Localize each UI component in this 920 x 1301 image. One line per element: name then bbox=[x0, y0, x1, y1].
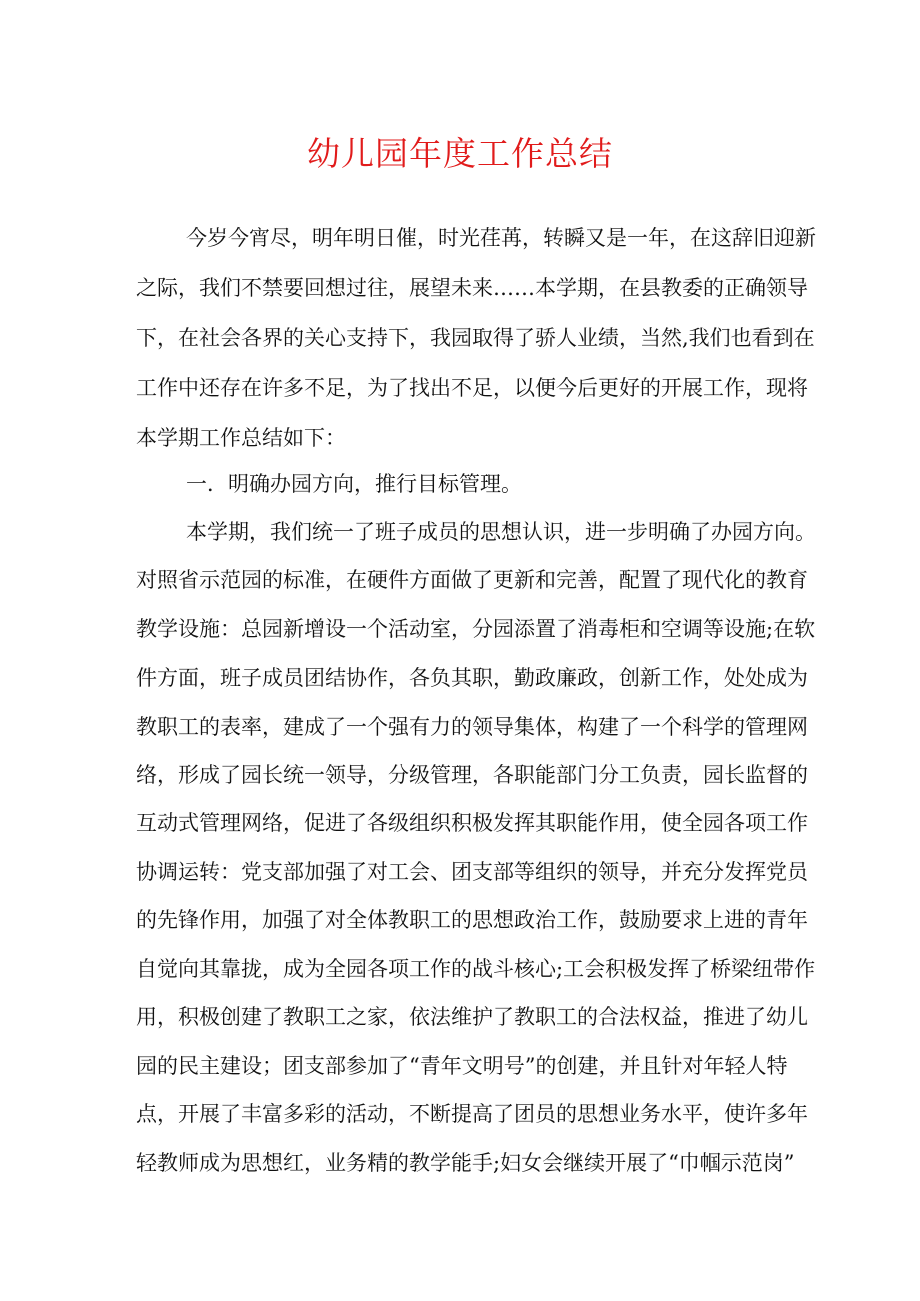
paragraph-2-line-14: 轻教师成为思想红，业务精的教学能手;妇女会继续开展了“巾帼示范岗” bbox=[136, 1151, 795, 1175]
paragraph-2-line-3: 教学设施：总园新增设一个活动室，分园添置了消毒柜和空调等设施;在软 bbox=[136, 617, 816, 641]
paragraph-2-line-4: 件方面，班子成员团结协作，各负其职，勤政廉政，创新工作，处处成为 bbox=[136, 666, 808, 690]
paragraph-2-line-2: 对照省示范园的标准，在硬件方面做了更新和完善，配置了现代化的教育 bbox=[136, 568, 808, 592]
document-title: 幼儿园年度工作总结 bbox=[307, 134, 613, 173]
paragraph-1-line-3: 下，在社会各界的关心支持下，我园取得了骄人业绩，当然,我们也看到在 bbox=[136, 326, 815, 350]
paragraph-2-line-1: 本学期，我们统一了班子成员的思想认识，进一步明确了办园方向。 bbox=[186, 520, 816, 544]
paragraph-2-line-9: 的先锋作用，加强了对全体教职工的思想政治工作，鼓励要求上进的青年 bbox=[136, 908, 808, 932]
paragraph-2-line-5: 教职工的表率，建成了一个强有力的领导集体，构建了一个科学的管理网 bbox=[136, 715, 808, 739]
paragraph-1-line-1: 今岁今宵尽，明年明日催，时光荏苒，转瞬又是一年，在这辞旧迎新 bbox=[186, 226, 816, 250]
paragraph-2-line-7: 互动式管理网络，促进了各级组织积极发挥其职能作用，使全园各项工作 bbox=[136, 811, 808, 835]
section-heading-1: 一．明确办园方向，推行目标管理。 bbox=[186, 472, 522, 496]
paragraph-2-line-10: 自觉向其靠拢，成为全园各项工作的战斗核心;工会积极发挥了桥梁纽带作 bbox=[136, 957, 816, 981]
paragraph-1-line-4: 工作中还存在许多不足，为了找出不足，以便今后更好的开展工作，现将 bbox=[136, 376, 808, 400]
paragraph-1-line-5: 本学期工作总结如下： bbox=[136, 426, 346, 450]
paragraph-2-line-13: 点，开展了丰富多彩的活动，不断提高了团员的思想业务水平，使许多年 bbox=[136, 1102, 808, 1126]
paragraph-2-line-8: 协调运转：党支部加强了对工会、团支部等组织的领导，并充分发挥党员 bbox=[136, 860, 808, 884]
paragraph-1-line-2: 之际，我们不禁要回想过往，展望未来……本学期，在县教委的正确领导 bbox=[136, 276, 808, 300]
paragraph-2-line-6: 络，形成了园长统一领导，分级管理，各职能部门分工负责，园长监督的 bbox=[136, 763, 808, 787]
paragraph-2-line-11: 用，积极创建了教职工之家，依法维护了教职工的合法权益，推进了幼儿 bbox=[136, 1005, 808, 1029]
paragraph-2-line-12: 园的民主建设；团支部参加了“青年文明号”的创建，并且针对年轻人特 bbox=[136, 1054, 788, 1078]
